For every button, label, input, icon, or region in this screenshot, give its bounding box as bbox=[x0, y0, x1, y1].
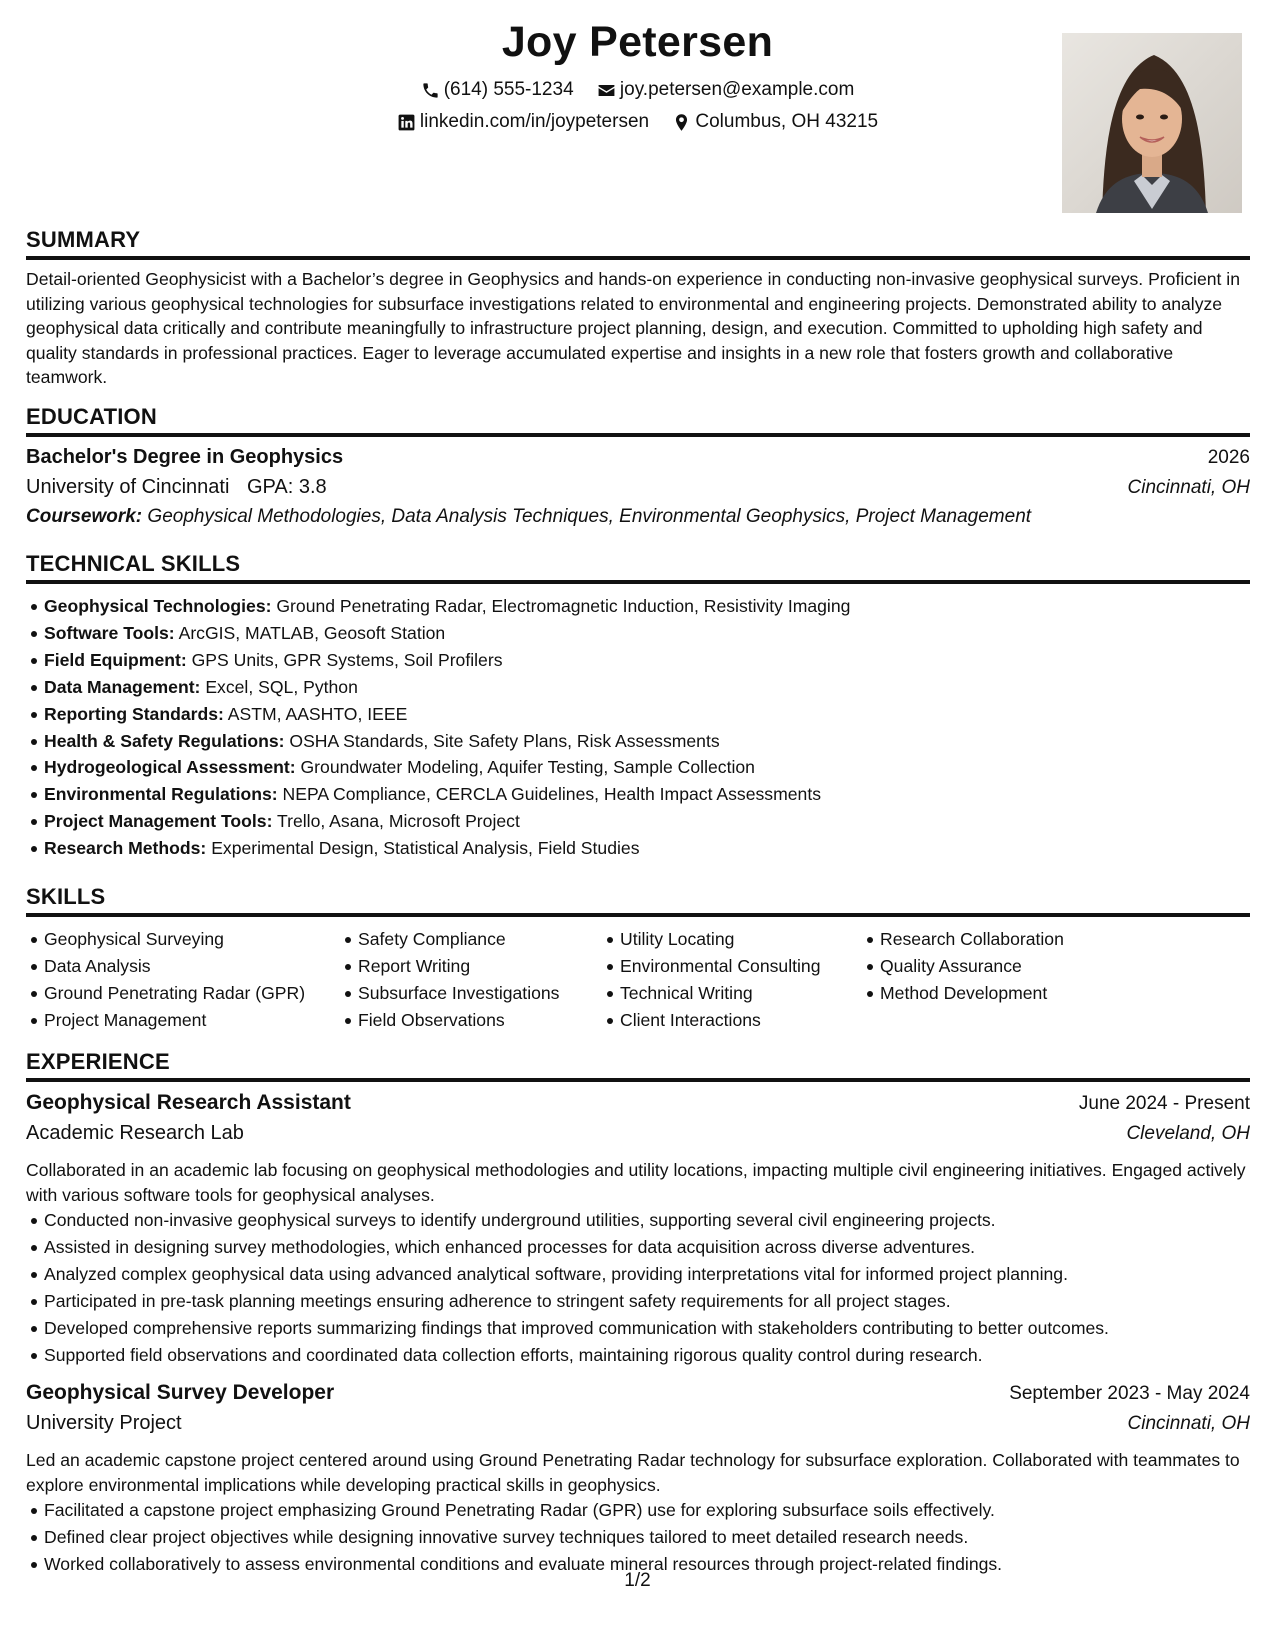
list-item: Subsurface Investigations bbox=[358, 980, 559, 1007]
phone-icon bbox=[421, 81, 440, 100]
skills-column-4 bbox=[862, 926, 1064, 1007]
location-contact bbox=[672, 111, 878, 133]
list-item: Data Management: Excel, SQL, Python bbox=[44, 674, 1268, 701]
section-heading-experience: EXPERIENCE bbox=[26, 1049, 1250, 1082]
section-heading-education: EDUCATION bbox=[26, 404, 1250, 437]
school-name: University of Cincinnati bbox=[26, 476, 230, 498]
list-item: Worked collaboratively to assess environmental conditions and evaluate mineral resources through project-related findings. bbox=[44, 1551, 1268, 1578]
list-item: Project Management bbox=[44, 1007, 305, 1034]
list-item: Report Writing bbox=[358, 953, 559, 980]
skills-column-3 bbox=[602, 926, 820, 1034]
list-item: Conducted non-invasive geophysical surveys to identify underground utilities, supporting several civil engineering projects. bbox=[44, 1207, 1268, 1234]
job-title: Geophysical Research Assistant bbox=[26, 1091, 351, 1114]
degree-title: Bachelor's Degree in Geophysics bbox=[26, 446, 344, 468]
list-item: Quality Assurance bbox=[880, 953, 1064, 980]
list-item: Geophysical Technologies: Ground Penetrating Radar, Electromagnetic Induction, Resistivity Imaging bbox=[44, 593, 1268, 620]
list-item: Safety Compliance bbox=[358, 926, 559, 953]
list-item: Ground Penetrating Radar (GPR) bbox=[44, 980, 305, 1007]
skills-column-1 bbox=[26, 926, 305, 1034]
coursework-row bbox=[26, 506, 1250, 528]
list-item: Environmental Consulting bbox=[620, 953, 820, 980]
job-org-row bbox=[26, 1412, 1250, 1435]
linkedin-icon bbox=[397, 113, 416, 132]
list-item: Geophysical Surveying bbox=[44, 926, 305, 953]
list-item: Developed comprehensive reports summarizing findings that improved communication with stakeholders contributing to better outcomes. bbox=[44, 1315, 1268, 1342]
technical-skills-list bbox=[26, 593, 1268, 862]
list-item: Reporting Standards: ASTM, AASHTO, IEEE bbox=[44, 701, 1268, 728]
list-item: Technical Writing bbox=[620, 980, 820, 1007]
list-item: Field Equipment: GPS Units, GPR Systems, Soil Profilers bbox=[44, 647, 1268, 674]
job-org: University Project bbox=[26, 1412, 182, 1434]
location-text: Columbus, OH 43215 bbox=[695, 111, 879, 132]
summary-text: Detail-oriented Geophysicist with a Bachelor’s degree in Geophysics and hands-on experience in conducting non-invasive geophysical surveys. Proficient in utilizing various geophysical technologies for subsurface investigations related to environmental and engineering projects. Demonstrated ability to analyze geophysical data critically and contribute meaningfully to infrastructure project planning, design, and execution. Committed to upholding high safety and quality standards in professional practices. Eager to leverage accumulated expertise and insights in a new role that fosters growth and collaborative teamwork. bbox=[26, 269, 1240, 388]
job-title: Geophysical Survey Developer bbox=[26, 1381, 335, 1404]
list-item: Project Management Tools: Trello, Asana, Microsoft Project bbox=[44, 808, 1268, 835]
list-item: Facilitated a capstone project emphasizing Ground Penetrating Radar (GPR) use for exploring subsurface soils effectively. bbox=[44, 1497, 1268, 1524]
list-item: Field Observations bbox=[358, 1007, 559, 1034]
phone-contact bbox=[421, 79, 574, 101]
job-location: Cincinnati, OH bbox=[1127, 1413, 1250, 1434]
job-bullets bbox=[26, 1207, 1268, 1368]
job-org-row bbox=[26, 1122, 1250, 1145]
gpa: GPA: 3.8 bbox=[246, 476, 327, 498]
job-bullets bbox=[26, 1497, 1268, 1578]
job-dates: September 2023 - May 2024 bbox=[1009, 1383, 1250, 1404]
education-degree-row bbox=[26, 446, 1250, 469]
envelope-icon bbox=[597, 81, 616, 100]
list-item: Participated in pre-task planning meetings ensuring adherence to stringent safety requirements for all project stages. bbox=[44, 1288, 1268, 1315]
page-number: 1/2 bbox=[624, 1570, 651, 1591]
candidate-name: Joy Petersen bbox=[501, 18, 774, 66]
job-description: Led an academic capstone project centered around using Ground Penetrating Radar technology for subsurface exploration. Collaborated with teammates to explore environmental implications while developing practical skills in geophysics. bbox=[26, 1450, 1240, 1495]
list-item: Software Tools: ArcGIS, MATLAB, Geosoft Station bbox=[44, 620, 1268, 647]
list-item: Analyzed complex geophysical data using advanced analytical software, providing interpretations vital for informed project planning. bbox=[44, 1261, 1268, 1288]
school-info bbox=[26, 476, 327, 499]
list-item: Research Methods: Experimental Design, Statistical Analysis, Field Studies bbox=[44, 835, 1268, 862]
job-title-row bbox=[26, 1381, 1250, 1405]
list-item: Health & Safety Regulations: OSHA Standards, Site Safety Plans, Risk Assessments bbox=[44, 728, 1268, 755]
linkedin-text: linkedin.com/in/joypetersen bbox=[419, 111, 650, 132]
list-item: Method Development bbox=[880, 980, 1064, 1007]
list-item: Environmental Regulations: NEPA Compliance, CERCLA Guidelines, Health Impact Assessments bbox=[44, 781, 1268, 808]
graduation-year: 2026 bbox=[1207, 447, 1250, 468]
job-description: Collaborated in an academic lab focusing on geophysical methodologies and utility locations, impacting multiple civil engineering initiatives. Engaged actively with various software tools for geophysical analyses. bbox=[26, 1160, 1246, 1205]
email-text: joy.petersen@example.com bbox=[619, 79, 855, 100]
section-heading-technical-skills: TECHNICAL SKILLS bbox=[26, 551, 1250, 584]
section-heading-summary: SUMMARY bbox=[26, 227, 1250, 260]
list-item: Utility Locating bbox=[620, 926, 820, 953]
list-item: Supported field observations and coordinated data collection efforts, maintaining rigorous quality control during research. bbox=[44, 1342, 1268, 1369]
linkedin-contact[interactable] bbox=[397, 111, 649, 133]
list-item: Hydrogeological Assessment: Groundwater Modeling, Aquifer Testing, Sample Collection bbox=[44, 754, 1268, 781]
list-item: Client Interactions bbox=[620, 1007, 820, 1034]
job-title-row bbox=[26, 1091, 1250, 1115]
job-org: Academic Research Lab bbox=[26, 1122, 244, 1144]
list-item: Data Analysis bbox=[44, 953, 305, 980]
portrait-illustration bbox=[1062, 33, 1242, 213]
list-item: Research Collaboration bbox=[880, 926, 1064, 953]
section-heading-skills: SKILLS bbox=[26, 884, 1250, 917]
profile-photo bbox=[1062, 33, 1242, 213]
skills-column-2 bbox=[340, 926, 559, 1034]
education-school-row bbox=[26, 476, 1250, 499]
list-item: Assisted in designing survey methodologies, which enhanced processes for data acquisition across diverse adventures. bbox=[44, 1234, 1268, 1261]
email-contact[interactable] bbox=[597, 79, 854, 101]
coursework-list: Geophysical Methodologies, Data Analysis Techniques, Environmental Geophysics, Project Management bbox=[147, 506, 1032, 527]
job-dates: June 2024 - Present bbox=[1078, 1093, 1250, 1114]
coursework-label: Coursework: bbox=[26, 506, 143, 527]
map-pin-icon bbox=[672, 113, 691, 132]
list-item: Defined clear project objectives while designing innovative survey techniques tailored to meet detailed research needs. bbox=[44, 1524, 1268, 1551]
phone-text: (614) 555-1234 bbox=[443, 79, 574, 100]
school-location: Cincinnati, OH bbox=[1127, 477, 1250, 498]
job-location: Cleveland, OH bbox=[1126, 1123, 1250, 1144]
